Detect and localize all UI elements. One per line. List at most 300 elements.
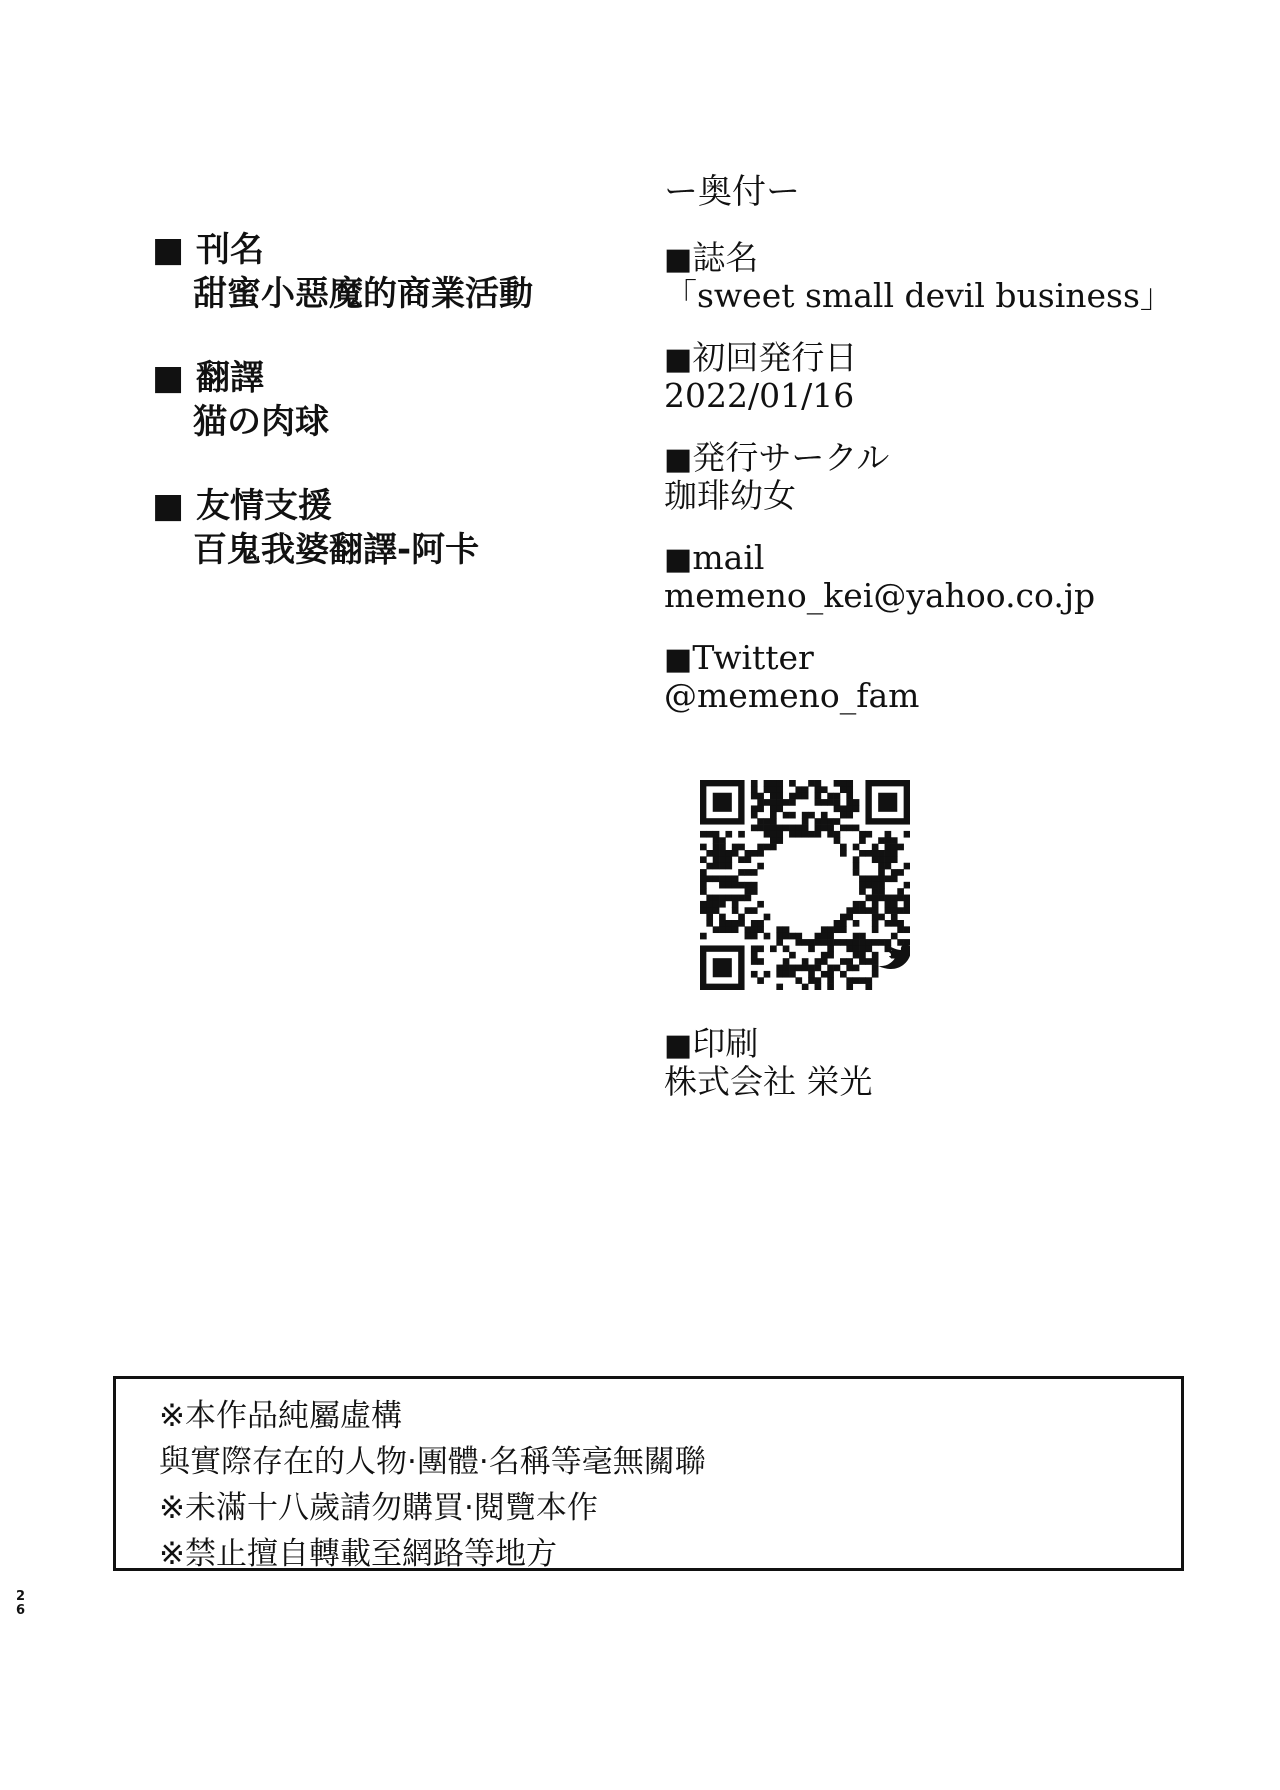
qr-module	[757, 850, 764, 857]
qr-module	[853, 844, 860, 851]
qr-module	[827, 984, 834, 990]
qr-module	[821, 933, 828, 940]
credit-translator	[152, 356, 622, 444]
qr-module	[878, 939, 885, 946]
qr-module	[732, 895, 739, 902]
qr-module	[783, 812, 790, 819]
qr-module	[827, 977, 834, 984]
qr-module	[891, 920, 898, 927]
qr-module	[700, 933, 707, 940]
qr-module	[795, 793, 802, 800]
qr-module	[770, 945, 777, 952]
qr-module	[713, 831, 720, 838]
qr-module	[853, 856, 860, 863]
qr-module	[738, 844, 745, 851]
qr-module	[757, 977, 764, 984]
qr-module	[827, 971, 834, 978]
qr-module	[764, 780, 771, 787]
qr-module	[853, 825, 860, 832]
qr-module	[751, 869, 758, 876]
qr-module	[834, 920, 841, 927]
magazine-label: 誌名	[692, 238, 759, 277]
qr-module	[853, 965, 860, 972]
qr-module	[827, 952, 834, 959]
qr-module	[872, 971, 879, 978]
qr-module	[885, 863, 892, 870]
qr-module	[827, 799, 834, 806]
square-bullet-icon: ■	[664, 342, 693, 377]
qr-module	[783, 971, 790, 978]
qr-module	[859, 888, 866, 895]
qr-module	[719, 863, 726, 870]
square-bullet-icon: ■	[664, 542, 693, 577]
qr-module	[789, 831, 796, 838]
qr-module	[713, 863, 720, 870]
qr-module	[713, 875, 720, 882]
qr-module	[872, 901, 879, 908]
qr-module	[840, 939, 847, 946]
qr-module	[732, 901, 739, 908]
qr-module	[751, 793, 758, 800]
qr-module	[853, 952, 860, 959]
qr-module	[885, 907, 892, 914]
qr-module	[789, 799, 796, 806]
qr-module	[891, 844, 898, 851]
qr-module	[725, 831, 732, 838]
qr-module	[795, 939, 802, 946]
qr-module	[840, 812, 847, 819]
qr-module	[757, 901, 764, 908]
qr-module	[891, 901, 898, 908]
qr-module	[872, 882, 879, 889]
qr-module	[745, 869, 752, 876]
qr-module	[840, 926, 847, 933]
qr-module	[808, 965, 815, 972]
qr-module	[815, 933, 822, 940]
qr-module	[853, 920, 860, 927]
qr-module	[757, 926, 764, 933]
qr-module	[846, 977, 853, 984]
qr-module	[821, 958, 828, 965]
qr-module	[834, 799, 841, 806]
qr-module	[706, 850, 713, 857]
qr-module	[827, 933, 834, 940]
qr-module	[725, 850, 732, 857]
colophon-mail	[664, 540, 1264, 614]
qr-module	[808, 831, 815, 838]
qr-module	[872, 844, 879, 851]
qr-module	[808, 977, 815, 984]
qr-module	[802, 965, 809, 972]
qr-module	[789, 933, 796, 940]
qr-module	[757, 863, 764, 870]
qr-finder	[713, 793, 732, 812]
qr-module	[815, 825, 822, 832]
qr-module	[713, 901, 720, 908]
qr-module	[865, 875, 872, 882]
qr-module	[745, 895, 752, 902]
qr-module	[783, 825, 790, 832]
qr-module	[897, 888, 904, 895]
qr-module	[840, 971, 847, 978]
qr-module	[872, 907, 879, 914]
qr-module	[859, 945, 866, 952]
qr-module	[706, 901, 713, 908]
qr-module	[770, 818, 777, 825]
square-bullet-icon: ■	[664, 442, 693, 477]
qr-module	[783, 933, 790, 940]
qr-module	[853, 945, 860, 952]
qr-module	[725, 863, 732, 870]
qr-module	[770, 786, 777, 793]
qr-module	[827, 926, 834, 933]
qr-module	[904, 882, 910, 889]
qr-module	[795, 977, 802, 984]
qr-module	[764, 825, 771, 832]
colophon-circle	[664, 440, 1264, 514]
qr-module	[776, 939, 783, 946]
qr-module	[738, 856, 745, 863]
square-bullet-icon: ■	[664, 1028, 693, 1063]
qr-module	[821, 952, 828, 959]
qr-module	[757, 945, 764, 952]
colophon	[664, 170, 1264, 740]
qr-module	[795, 965, 802, 972]
qr-module	[815, 965, 822, 972]
qr-module	[846, 945, 853, 952]
qr-module	[840, 844, 847, 851]
qr-module	[859, 831, 866, 838]
qr-module	[878, 895, 885, 902]
qr-module	[751, 907, 758, 914]
qr-module	[700, 907, 707, 914]
qr-module	[789, 793, 796, 800]
qr-module	[745, 907, 752, 914]
qr-module	[846, 799, 853, 806]
qr-module	[751, 926, 758, 933]
qr-module	[904, 895, 910, 902]
qr-module	[897, 920, 904, 927]
qr-module	[846, 907, 853, 914]
credit-title-value: 甜蜜小惡魔的商業活動	[193, 274, 533, 314]
qr-module	[776, 799, 783, 806]
qr-module	[770, 844, 777, 851]
qr-module	[859, 952, 866, 959]
qr-module	[802, 812, 809, 819]
qr-module	[853, 863, 860, 870]
qr-module	[719, 901, 726, 908]
qr-module	[751, 882, 758, 889]
qr-module	[713, 844, 720, 851]
qr-module	[815, 984, 822, 990]
qr-module	[885, 939, 892, 946]
qr-module	[776, 780, 783, 787]
qr-module	[821, 971, 828, 978]
qr-module	[904, 863, 910, 870]
qr-module	[891, 837, 898, 844]
qr-module	[885, 856, 892, 863]
qr-module	[846, 958, 853, 965]
square-bullet-icon: ■	[664, 642, 693, 677]
qr-module	[751, 920, 758, 927]
qr-module	[859, 958, 866, 965]
qr-module	[725, 895, 732, 902]
qr-module	[808, 971, 815, 978]
qr-module	[802, 786, 809, 793]
qr-module	[834, 831, 841, 838]
qr-module	[872, 926, 879, 933]
qr-module	[891, 907, 898, 914]
qr-module	[789, 812, 796, 819]
qr-module	[802, 793, 809, 800]
qr-module	[789, 952, 796, 959]
qr-module	[885, 895, 892, 902]
qr-module	[802, 984, 809, 990]
qr-module	[783, 958, 790, 965]
qr-module	[700, 901, 707, 908]
qr-module	[789, 825, 796, 832]
qr-module	[802, 831, 809, 838]
qr-module	[834, 793, 841, 800]
qr-module	[751, 825, 758, 832]
qr-module	[808, 945, 815, 952]
qr-module	[770, 799, 777, 806]
qr-module	[815, 977, 822, 984]
qr-module	[700, 882, 707, 889]
qr-module	[764, 933, 771, 940]
qr-module	[878, 888, 885, 895]
qr-module	[757, 818, 764, 825]
qr-module	[770, 825, 777, 832]
qr-module	[827, 945, 834, 952]
qr-module	[751, 786, 758, 793]
qr-module	[713, 895, 720, 902]
qr-module	[815, 939, 822, 946]
qr-module	[897, 869, 904, 876]
qr-module	[885, 875, 892, 882]
qr-module	[840, 780, 847, 787]
qr-module	[789, 971, 796, 978]
qr-code-image	[700, 780, 910, 990]
qr-module	[738, 882, 745, 889]
qr-module	[904, 926, 910, 933]
qr-module	[865, 831, 872, 838]
qr-module	[706, 863, 713, 870]
qr-finder	[713, 958, 732, 977]
qr-module	[891, 875, 898, 882]
qr-module	[840, 850, 847, 857]
qr-module	[872, 895, 879, 902]
qr-module	[872, 939, 879, 946]
qr-module	[859, 901, 866, 908]
qr-module	[821, 818, 828, 825]
qr-module	[745, 933, 752, 940]
mail-label: mail	[692, 538, 765, 577]
mail-value: memeno_kei@yahoo.co.jp	[664, 576, 1096, 615]
qr-module	[840, 958, 847, 965]
qr-module	[821, 812, 828, 819]
qr-module	[897, 939, 904, 946]
qr-module	[751, 888, 758, 895]
qr-module	[738, 895, 745, 902]
qr-module	[840, 805, 847, 812]
qr-module	[745, 888, 752, 895]
colophon-title: ー奥付ー	[664, 172, 800, 212]
qr-module	[719, 882, 726, 889]
colophon-print	[664, 1026, 1264, 1100]
credit-translator-label: ■ 翻譯	[152, 358, 264, 398]
qr-module	[770, 793, 777, 800]
qr-module	[853, 869, 860, 876]
qr-module	[725, 920, 732, 927]
qr-module	[764, 786, 771, 793]
qr-module	[738, 869, 745, 876]
qr-module	[776, 825, 783, 832]
qr-module	[719, 920, 726, 927]
qr-module	[904, 901, 910, 908]
disclaimer-line: ※未滿十八歲請勿購買·閱覽本作	[159, 1490, 598, 1526]
qr-module	[827, 825, 834, 832]
circle-value: 珈琲幼女	[664, 476, 796, 515]
date-value: 2022/01/16	[664, 376, 855, 415]
qr-module	[872, 958, 879, 965]
qr-module	[853, 799, 860, 806]
twitter-qr-code	[700, 780, 910, 990]
qr-module	[846, 793, 853, 800]
qr-module	[732, 882, 739, 889]
qr-module	[834, 837, 841, 844]
qr-module	[770, 837, 777, 844]
qr-module	[808, 939, 815, 946]
qr-module	[802, 818, 809, 825]
qr-module	[725, 926, 732, 933]
qr-module	[795, 825, 802, 832]
disclaimer-line: 與實際存在的人物·團體·名稱等毫無關聯	[159, 1444, 706, 1480]
qr-module	[878, 869, 885, 876]
qr-finder	[878, 793, 897, 812]
qr-module	[846, 780, 853, 787]
qr-module	[802, 939, 809, 946]
qr-module	[840, 786, 847, 793]
qr-module	[897, 844, 904, 851]
qr-module	[764, 914, 771, 921]
qr-module	[732, 907, 739, 914]
credit-support	[152, 484, 622, 572]
qr-module	[834, 780, 841, 787]
qr-module	[732, 844, 739, 851]
qr-module	[891, 895, 898, 902]
qr-module	[745, 882, 752, 889]
colophon-date	[664, 340, 1264, 414]
qr-module	[815, 780, 822, 787]
qr-module	[827, 939, 834, 946]
qr-module	[872, 914, 879, 921]
qr-module	[834, 805, 841, 812]
qr-module	[834, 818, 841, 825]
qr-module	[885, 901, 892, 908]
date-label: 初回発行日	[692, 338, 858, 377]
qr-module	[846, 812, 853, 819]
qr-module	[700, 888, 707, 895]
qr-module	[865, 882, 872, 889]
qr-module	[840, 920, 847, 927]
qr-module	[827, 831, 834, 838]
qr-module	[713, 926, 720, 933]
qr-module	[802, 958, 809, 965]
qr-module	[808, 812, 815, 819]
qr-module	[757, 805, 764, 812]
qr-module	[821, 939, 828, 946]
qr-module	[815, 831, 822, 838]
qr-module	[700, 856, 707, 863]
qr-module	[904, 831, 910, 838]
qr-module	[821, 825, 828, 832]
qr-module	[776, 933, 783, 940]
qr-module	[783, 926, 790, 933]
qr-module	[713, 837, 720, 844]
qr-module	[872, 920, 879, 927]
qr-module	[878, 914, 885, 921]
qr-module	[878, 882, 885, 889]
qr-module	[751, 850, 758, 857]
qr-module	[719, 875, 726, 882]
qr-module	[872, 965, 879, 972]
qr-module	[859, 882, 866, 889]
qr-module	[757, 920, 764, 927]
qr-module	[757, 825, 764, 832]
qr-module	[770, 780, 777, 787]
qr-module	[757, 844, 764, 851]
qr-module	[853, 933, 860, 940]
qr-module	[815, 799, 822, 806]
qr-module	[757, 958, 764, 965]
qr-module	[751, 805, 758, 812]
twitter-bird-icon	[878, 944, 910, 969]
colophon-magazine	[664, 240, 1264, 314]
qr-module	[751, 971, 758, 978]
qr-module	[859, 977, 866, 984]
qr-module	[846, 786, 853, 793]
qr-module	[751, 933, 758, 940]
qr-module	[795, 933, 802, 940]
qr-module	[783, 945, 790, 952]
qr-module	[738, 831, 745, 838]
qr-module	[827, 818, 834, 825]
disclaimer-line: ※禁止擅自轉載至網路等地方	[159, 1536, 557, 1572]
qr-module	[865, 939, 872, 946]
qr-module	[719, 837, 726, 844]
qr-module	[725, 882, 732, 889]
twitter-value: @memeno_fam	[664, 676, 920, 715]
qr-module	[897, 895, 904, 902]
qr-module	[808, 780, 815, 787]
qr-module	[865, 907, 872, 914]
square-bullet-icon: ■	[664, 242, 693, 277]
qr-module	[859, 933, 866, 940]
qr-module	[846, 805, 853, 812]
qr-module	[859, 875, 866, 882]
qr-module	[878, 863, 885, 870]
credit-support-label: ■ 友情支援	[152, 486, 332, 526]
qr-module	[751, 945, 758, 952]
qr-module	[789, 780, 796, 787]
qr-module	[783, 965, 790, 972]
credit-translator-value: 猫の肉球	[193, 402, 329, 442]
qr-module	[719, 895, 726, 902]
qr-module	[840, 825, 847, 832]
qr-module	[795, 831, 802, 838]
qr-module	[719, 914, 726, 921]
